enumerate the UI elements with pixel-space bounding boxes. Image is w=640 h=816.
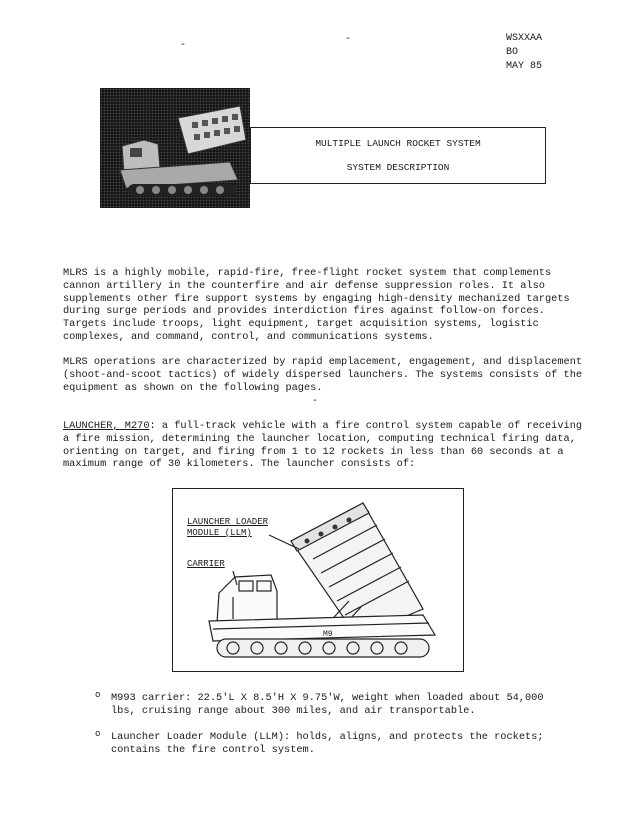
bullet-llm-text: Launcher Loader Module (LLM): holds, aligns, and protects the rockets; contains the fire control system. bbox=[111, 731, 544, 756]
launcher-photo bbox=[100, 88, 250, 208]
hull-marking: M9 bbox=[323, 630, 333, 639]
label-llm-line2: MODULE (LLM) bbox=[187, 528, 252, 538]
scan-mark: - bbox=[345, 34, 352, 45]
document-subtitle: SYSTEM DESCRIPTION bbox=[346, 162, 450, 173]
bullet-llm bbox=[95, 731, 545, 757]
title-box bbox=[250, 127, 546, 184]
paragraph-mlrs-overview: MLRS is a highly mobile, rapid-fire, free-flight rocket system that complements cannon artillery in the counterfire and air defense suppression roles. It also supplements other fire support systems by engaging high-density mechanized targets during surge periods and provides interdiction fires against follow-on forces. Targets include troops, light equipment, target acquisition systems, logistic complexes, and command, control, and communications systems. bbox=[63, 267, 570, 343]
label-carrier: CARRIER bbox=[187, 559, 225, 569]
scan-mark: - bbox=[180, 40, 187, 51]
launcher-diagram bbox=[172, 488, 464, 672]
label-llm bbox=[187, 517, 268, 539]
launcher-photo-image bbox=[100, 88, 250, 208]
document-title: MULTIPLE LAUNCH ROCKET SYSTEM bbox=[315, 138, 481, 149]
label-llm-line1: LAUNCHER LOADER bbox=[187, 517, 269, 527]
scan-mark: - bbox=[312, 396, 319, 407]
document-date: MAY 85 bbox=[506, 61, 543, 72]
launcher-description: : a full-track vehicle with a fire control system capable of receiving a fire mission, determining the launcher location, computing technical firing data, orienting on target, and firing from 1 to 12 rockets in less than 60 seconds at a maximum range of 30 kilometers. The launcher consists of: bbox=[63, 420, 583, 471]
document-revision: BO bbox=[506, 47, 519, 58]
launcher-heading: LAUNCHER, M270 bbox=[63, 420, 150, 432]
bullet-carrier-text: M993 carrier: 22.5'L X 8.5'H X 9.75'W, weight when loaded about 54,000 lbs, cruising range about 300 miles, and air transportable. bbox=[111, 692, 544, 717]
bullet-mark: o bbox=[95, 690, 101, 700]
paragraph-mlrs-operations: MLRS operations are characterized by rapid emplacement, engagement, and displacement (shoot-and-scoot tactics) of widely dispersed launchers. The systems consists of the equipment as shown on the following pages. bbox=[63, 356, 583, 394]
bullet-mark: o bbox=[95, 729, 101, 739]
paragraph-launcher bbox=[63, 420, 583, 471]
bullet-carrier bbox=[95, 692, 545, 718]
document-code: WSXXAA bbox=[506, 33, 543, 44]
document-id-block bbox=[506, 32, 542, 74]
